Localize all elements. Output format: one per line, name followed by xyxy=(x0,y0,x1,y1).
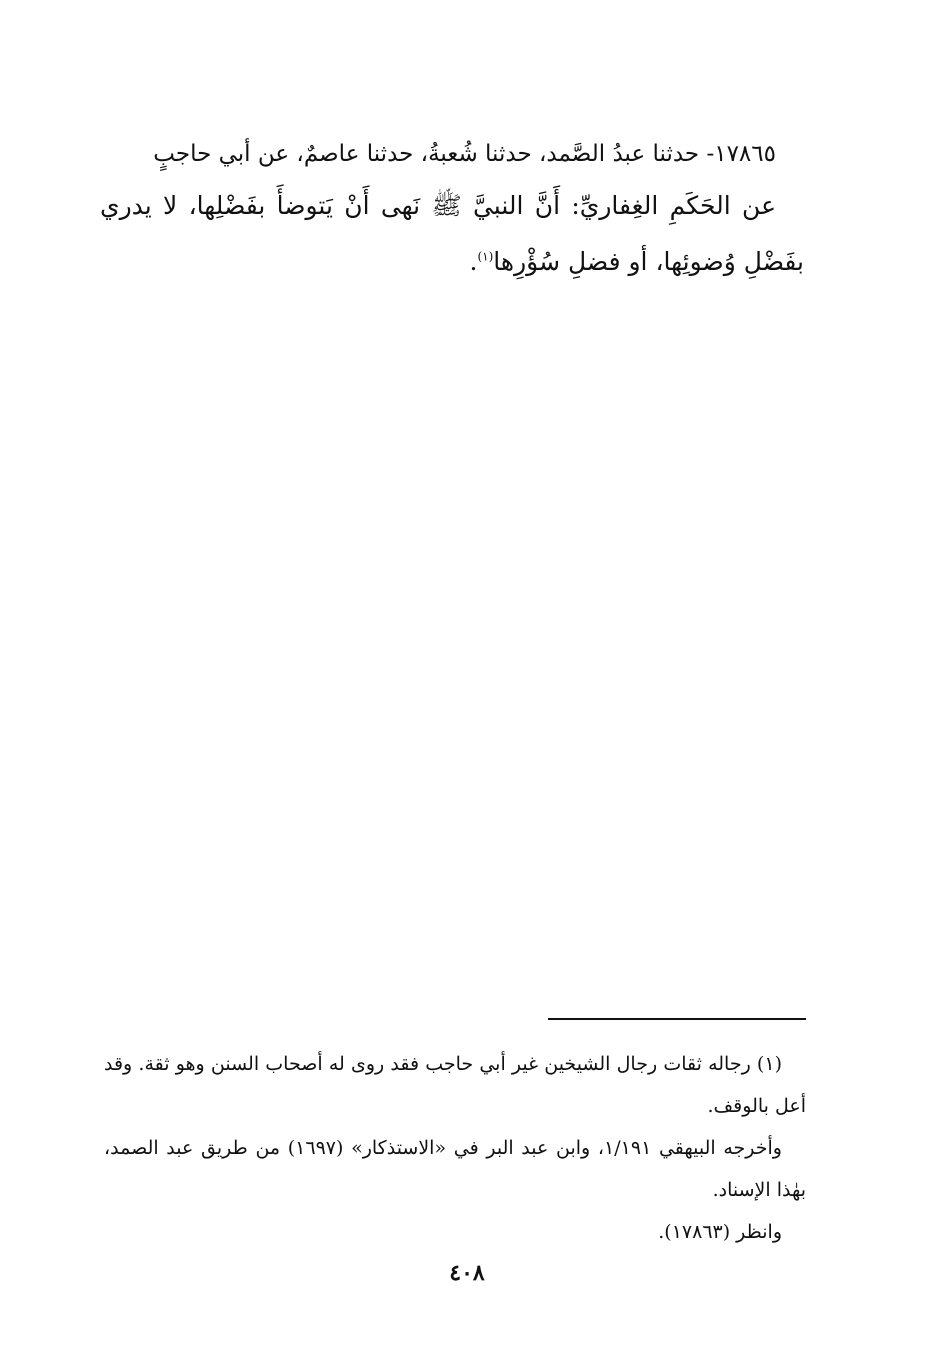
page-number: ٤٠٨ xyxy=(449,1260,485,1286)
hadith-matn-end: . xyxy=(469,247,478,276)
hadith-matn xyxy=(100,178,804,290)
footnote-separator xyxy=(548,1018,806,1020)
hadith-text xyxy=(100,132,804,290)
footnote-3: وانظر (١٧٨٦٣). xyxy=(658,1221,782,1243)
hadith-matn-text: عن الحَكَمِ الغِفاريِّ: أَنَّ النبيَّ ﷺ نَهى أَنْ يَتوضأَ بفَضْلِها، لا يدري بفَضْلِ وُضوئِها، أو فضلِ سُؤْرِها xyxy=(100,191,804,276)
footnotes xyxy=(104,1043,806,1253)
footnote-reference-marker: (١) xyxy=(477,249,494,264)
footnote-1: (١) رجاله ثقات رجال الشيخين غير أبي حاجب فقد روى له أصحاب السنن وهو ثقة. وقد أعل بالوقف. xyxy=(104,1053,806,1117)
footnote-2: وأخرجه البيهقي ١/١٩١، وابن عبد البر في «الاستذكار» (١٦٩٧) من طريق عبد الصمد، بهٰذا الإسناد. xyxy=(104,1137,806,1201)
hadith-isnad: ١٧٨٦٥- حدثنا عبدُ الصَّمد، حدثنا شُعبةُ، حدثنا عاصمٌ، عن أبي حاجبٍ xyxy=(153,141,776,167)
